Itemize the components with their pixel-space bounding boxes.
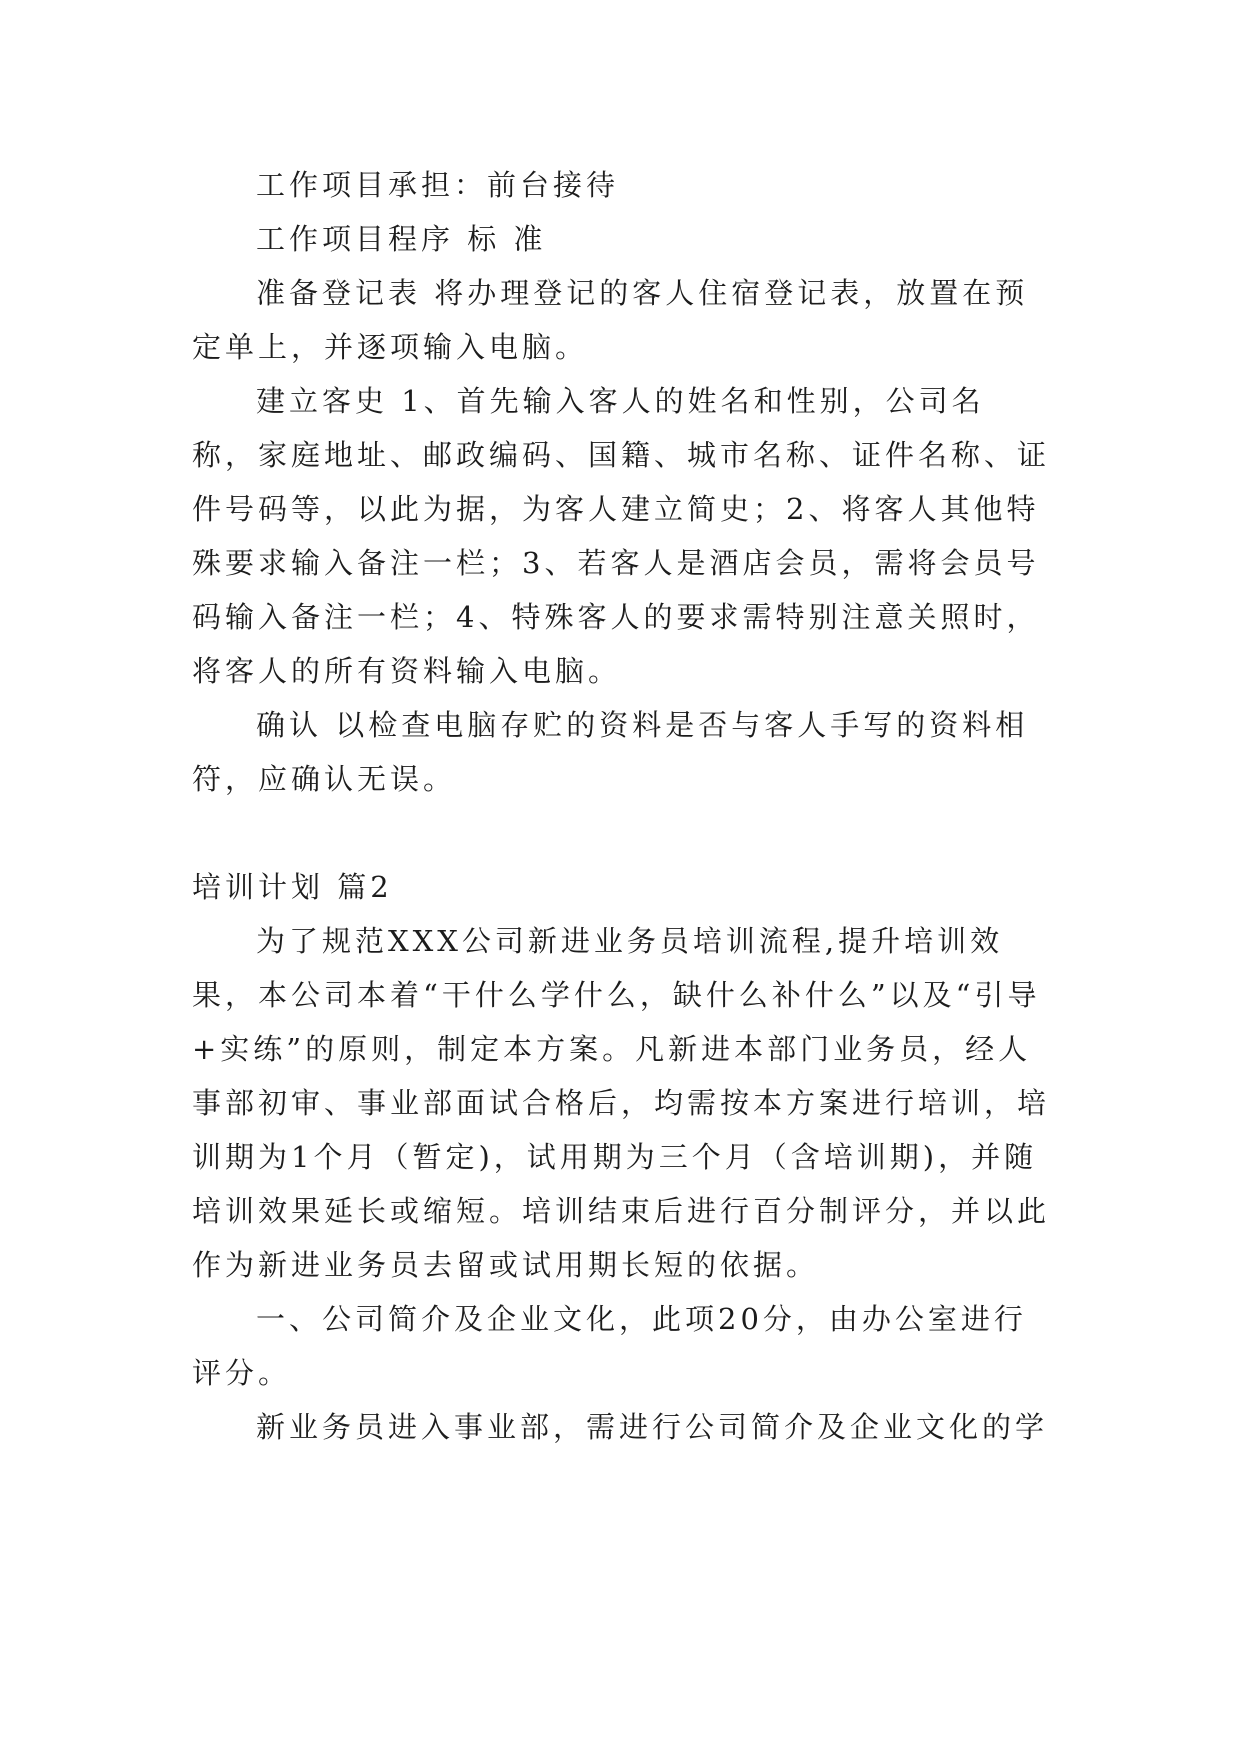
paragraph-procedure-header: 工作项目程序 标 准	[256, 222, 547, 256]
paragraph-item-one: 一、公司简介及企业文化，此项20分，由办公室进行评分。	[192, 1302, 1027, 1390]
document-page	[192, 158, 1050, 1454]
paragraph-training-intro: 为了规范XXX公司新进业务员培训流程,提升培训效果，本公司本着“干什么学什么，缺什么补什么”以及“引导+实练”的原则，制定本方案。凡新进本部门业务员，经人事部初审、事业部面试合格后，均需按本方案进行培训，培训期为1个月（暂定)，试用期为三个月（含培训期)，并随培训效果延长或缩短。培训结束后进行百分制评分，并以此作为新进业务员去留或试用期长短的依据。	[192, 924, 1051, 1282]
paragraph-confirm: 确认 以检查电脑存贮的资料是否与客人手写的资料相符，应确认无误。	[192, 708, 1029, 796]
paragraph-guest-history: 建立客史 1、首先输入客人的姓名和性别，公司名称，家庭地址、邮政编码、国籍、城市名称、证件名称、证件号码等，以此为据，为客人建立简史；2、将客人其他特殊要求输入备注一栏；3、若客人是酒店会员，需将会员号码输入备注一栏；4、特殊客人的要求需特别注意关照时，将客人的所有资料输入电脑。	[192, 384, 1051, 688]
paragraph-task-owner: 工作项目承担：前台接待	[256, 168, 620, 202]
paragraph-prepare-form: 准备登记表 将办理登记的客人住宿登记表，放置在预定单上，并逐项输入电脑。	[192, 276, 1029, 364]
section-heading: 培训计划 篇2	[192, 870, 393, 904]
paragraph-item-one-detail: 新业务员进入事业部，需进行公司简介及企业文化的学	[256, 1410, 1049, 1444]
